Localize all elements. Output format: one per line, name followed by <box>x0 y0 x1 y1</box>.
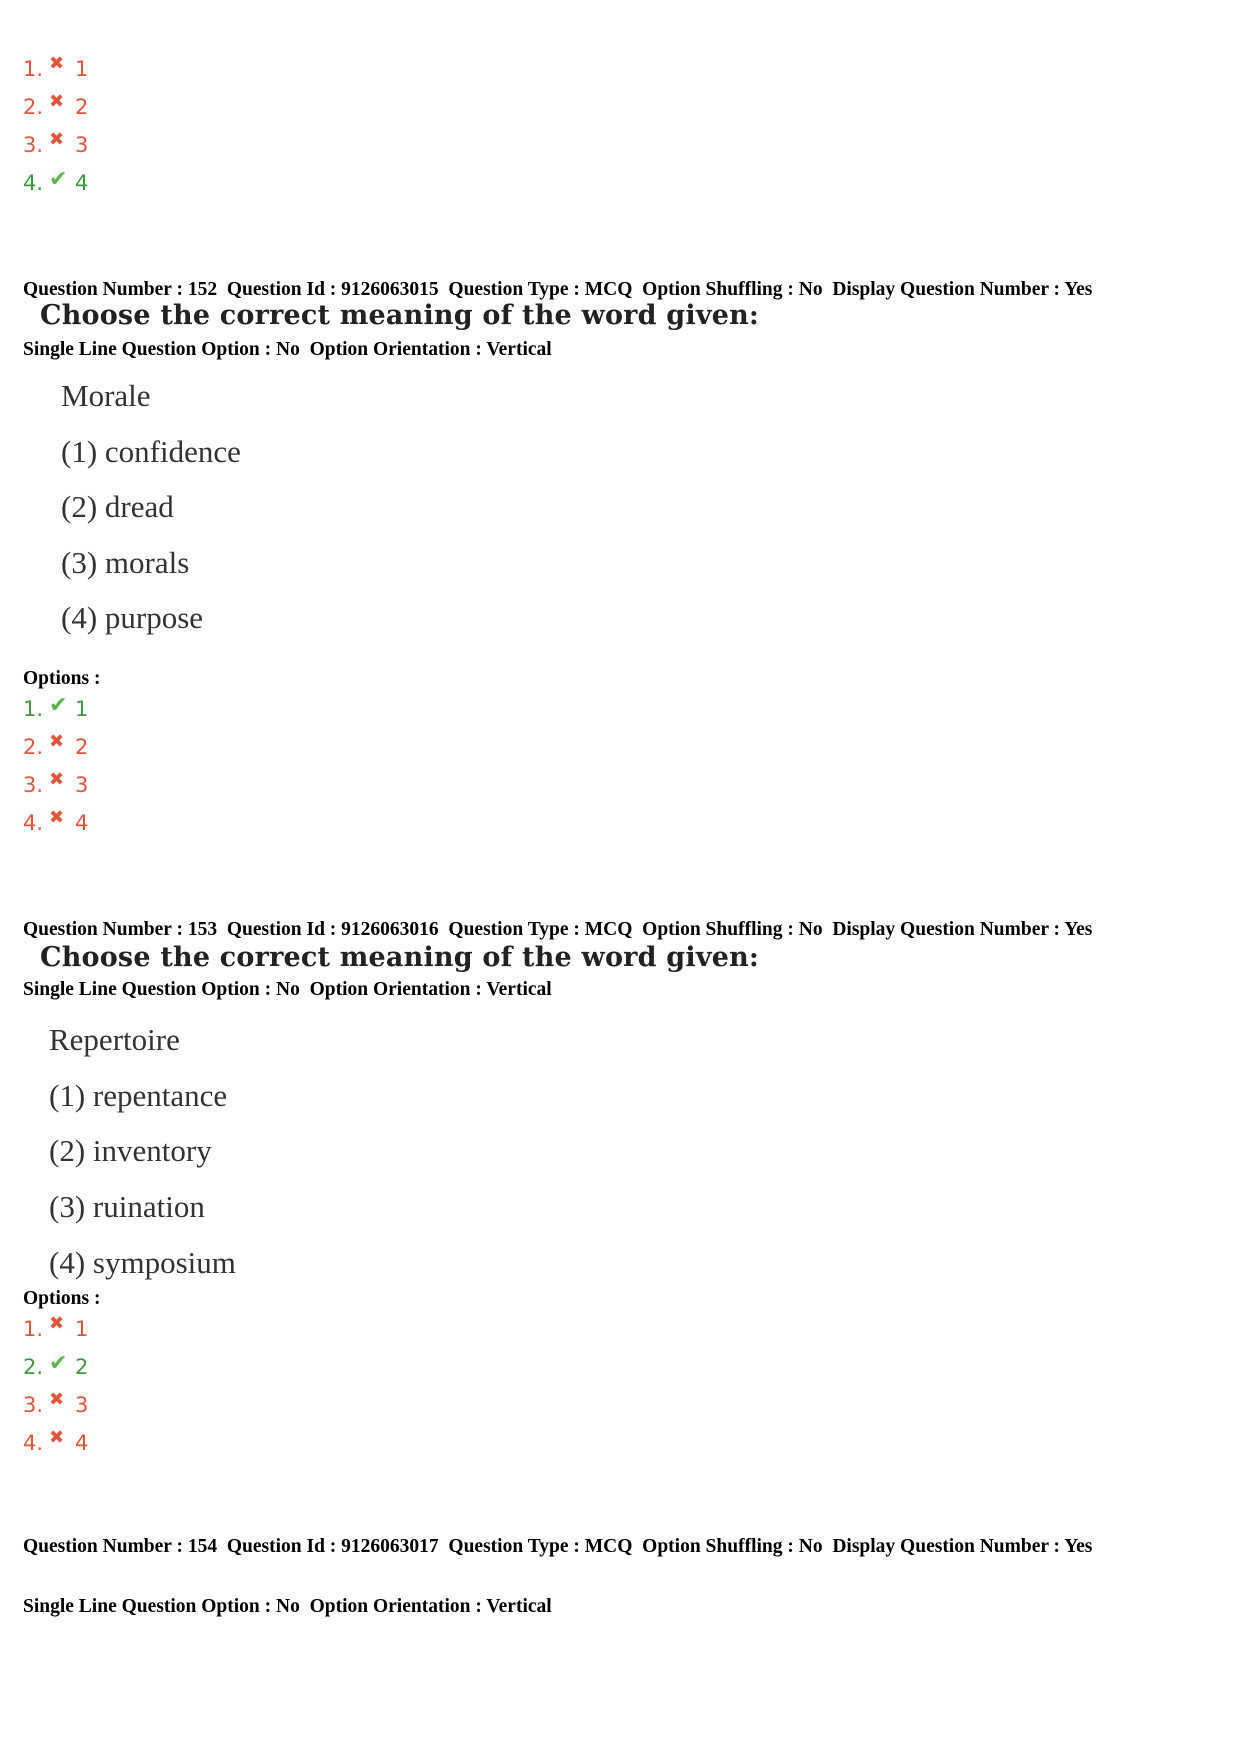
option-number: 4. <box>23 1431 44 1455</box>
option-item <box>23 804 88 842</box>
meta-line-1: Question Number : 152 Question Id : 9126063015 Question Type : MCQ Option Shuffling : No Display Question Number : Yes <box>23 279 1093 300</box>
cross-icon: ✖ <box>49 1312 65 1334</box>
option-number: 3. <box>23 773 44 797</box>
cross-icon: ✖ <box>49 1426 65 1448</box>
question-153-content <box>23 930 760 1280</box>
options-label: Options : <box>23 668 101 689</box>
cross-icon: ✖ <box>49 806 65 828</box>
meta-line-2: Single Line Question Option : No Option Orientation : Vertical <box>23 979 552 1000</box>
option-value: 4 <box>75 171 89 195</box>
option-number: 2. <box>23 735 44 759</box>
option-value: 4 <box>75 1431 89 1455</box>
prev-options-list <box>23 50 88 202</box>
choice-4: (4) symposium <box>49 1245 236 1280</box>
question-153-options <box>23 1310 88 1462</box>
choice-2: (2) inventory <box>49 1133 212 1168</box>
choice-4: (4) purpose <box>61 600 204 635</box>
option-number: 2. <box>23 95 44 119</box>
option-item <box>23 766 88 804</box>
option-number: 4. <box>23 171 44 195</box>
cross-icon: ✖ <box>49 128 65 150</box>
option-value: 2 <box>75 735 89 759</box>
option-value: 2 <box>75 95 89 119</box>
question-prompt: Choose the correct meaning of the word given: <box>40 300 760 331</box>
choice-1: (1) repentance <box>49 1078 228 1113</box>
meta-line-1: Question Number : 154 Question Id : 9126063017 Question Type : MCQ Option Shuffling : No Display Question Number : Yes <box>23 1536 1093 1557</box>
option-value: 3 <box>75 1393 89 1417</box>
option-item <box>23 126 88 164</box>
option-number: 1. <box>23 57 44 81</box>
question-154-meta <box>23 1497 1203 1637</box>
question-152-options <box>23 690 88 842</box>
option-number: 3. <box>23 1393 44 1417</box>
option-item <box>23 1348 88 1386</box>
choice-3: (3) ruination <box>49 1189 205 1224</box>
option-value: 2 <box>75 1355 89 1379</box>
option-value: 3 <box>75 773 89 797</box>
check-icon: ✔ <box>49 1350 68 1376</box>
option-item <box>23 728 88 766</box>
option-item <box>23 1424 88 1462</box>
option-item <box>23 1386 88 1424</box>
option-item <box>23 164 88 202</box>
option-value: 3 <box>75 133 89 157</box>
option-value: 4 <box>75 811 89 835</box>
meta-line-2: Single Line Question Option : No Option Orientation : Vertical <box>23 339 552 360</box>
option-number: 3. <box>23 133 44 157</box>
cross-icon: ✖ <box>49 90 65 112</box>
meta-line-2: Single Line Question Option : No Option Orientation : Vertical <box>23 1596 552 1617</box>
cross-icon: ✖ <box>49 768 65 790</box>
choice-2: (2) dread <box>61 489 174 524</box>
option-number: 4. <box>23 811 44 835</box>
option-item <box>23 50 88 88</box>
question-word: Repertoire <box>49 1022 180 1057</box>
option-number: 1. <box>23 697 44 721</box>
cross-icon: ✖ <box>49 52 65 74</box>
cross-icon: ✖ <box>49 730 65 752</box>
option-item <box>23 88 88 126</box>
check-icon: ✔ <box>49 692 68 718</box>
option-number: 2. <box>23 1355 44 1379</box>
meta-line-1: Question Number : 153 Question Id : 9126063016 Question Type : MCQ Option Shuffling : No Display Question Number : Yes <box>23 919 1093 940</box>
check-icon: ✔ <box>49 166 68 192</box>
question-prompt: Choose the correct meaning of the word given: <box>40 942 760 973</box>
option-item <box>23 1310 88 1348</box>
choice-1: (1) confidence <box>61 434 241 469</box>
question-152-content <box>23 290 760 650</box>
options-label: Options : <box>23 1288 101 1309</box>
option-value: 1 <box>75 1317 89 1341</box>
option-number: 1. <box>23 1317 44 1341</box>
question-word: Morale <box>61 378 151 413</box>
option-value: 1 <box>75 697 89 721</box>
cross-icon: ✖ <box>49 1388 65 1410</box>
option-value: 1 <box>75 57 89 81</box>
choice-3: (3) morals <box>61 545 190 580</box>
option-item <box>23 690 88 728</box>
